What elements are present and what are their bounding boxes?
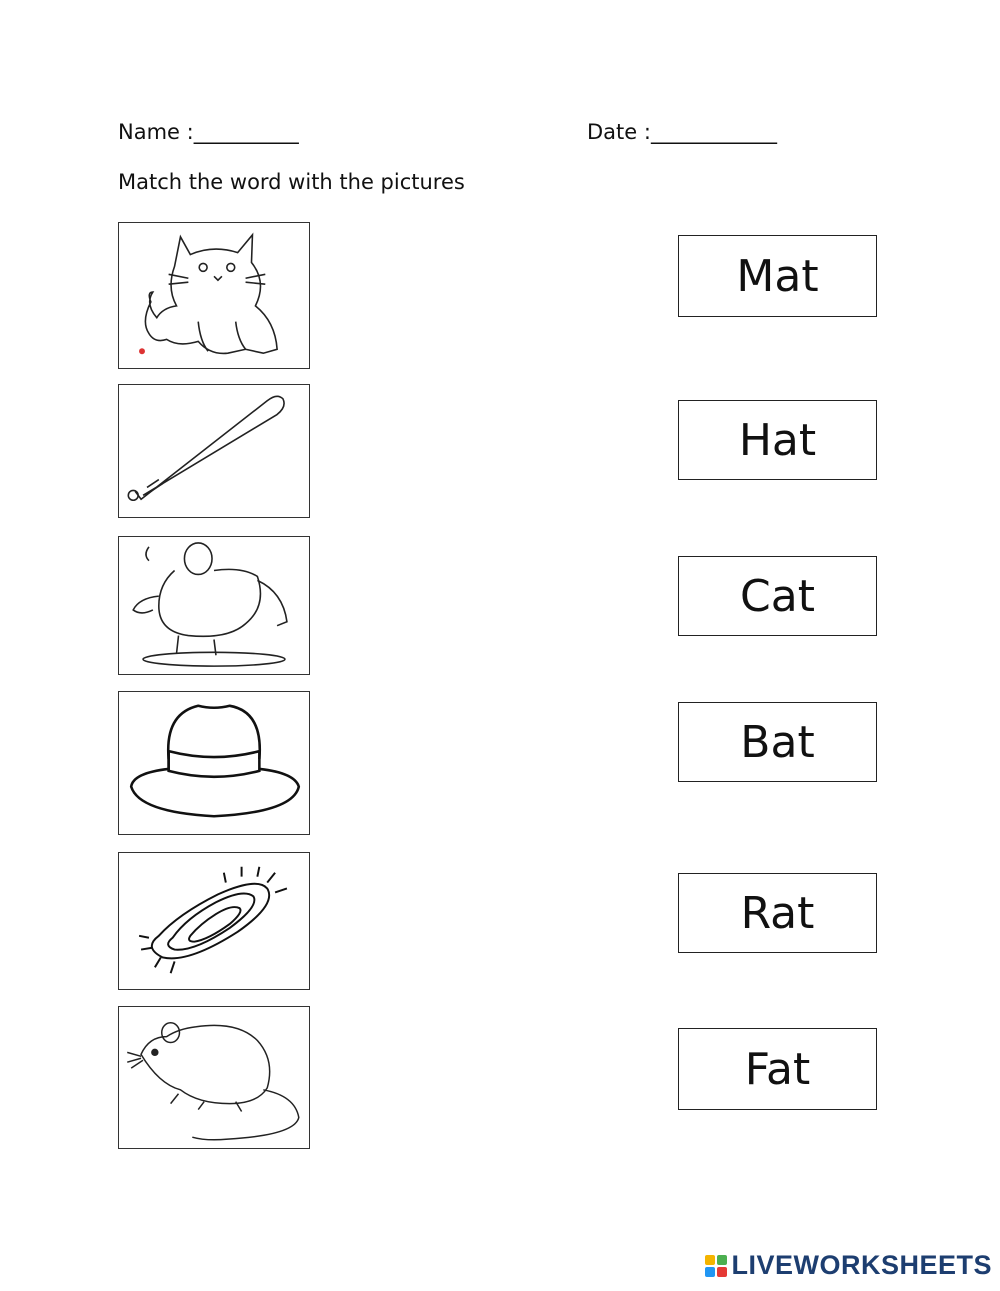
- rat-icon: [119, 1007, 309, 1148]
- word-box[interactable]: Fat: [678, 1028, 877, 1110]
- word-box[interactable]: Bat: [678, 702, 877, 782]
- brand-name: LIVEWORKSHEETS: [731, 1250, 992, 1280]
- word-box[interactable]: Cat: [678, 556, 877, 636]
- name-label: Name :__________: [118, 120, 299, 144]
- picture-rat: [118, 1006, 310, 1149]
- word-box[interactable]: Mat: [678, 235, 877, 317]
- date-label: Date :____________: [587, 120, 777, 144]
- cat-icon: [119, 223, 309, 368]
- fat-man-icon: [119, 537, 309, 674]
- bat-icon: [119, 385, 309, 517]
- picture-hat: [118, 691, 310, 835]
- hat-icon: [119, 692, 309, 834]
- picture-mat: [118, 852, 310, 990]
- instruction-text: Match the word with the pictures: [118, 170, 465, 194]
- picture-bat: [118, 384, 310, 518]
- word-box[interactable]: Rat: [678, 873, 877, 953]
- footer-logo: [705, 1250, 992, 1281]
- mat-icon: [119, 853, 309, 989]
- liveworksheets-logo-icon: [705, 1255, 727, 1277]
- picture-cat: [118, 222, 310, 369]
- word-box[interactable]: Hat: [678, 400, 877, 480]
- picture-fat-man: [118, 536, 310, 675]
